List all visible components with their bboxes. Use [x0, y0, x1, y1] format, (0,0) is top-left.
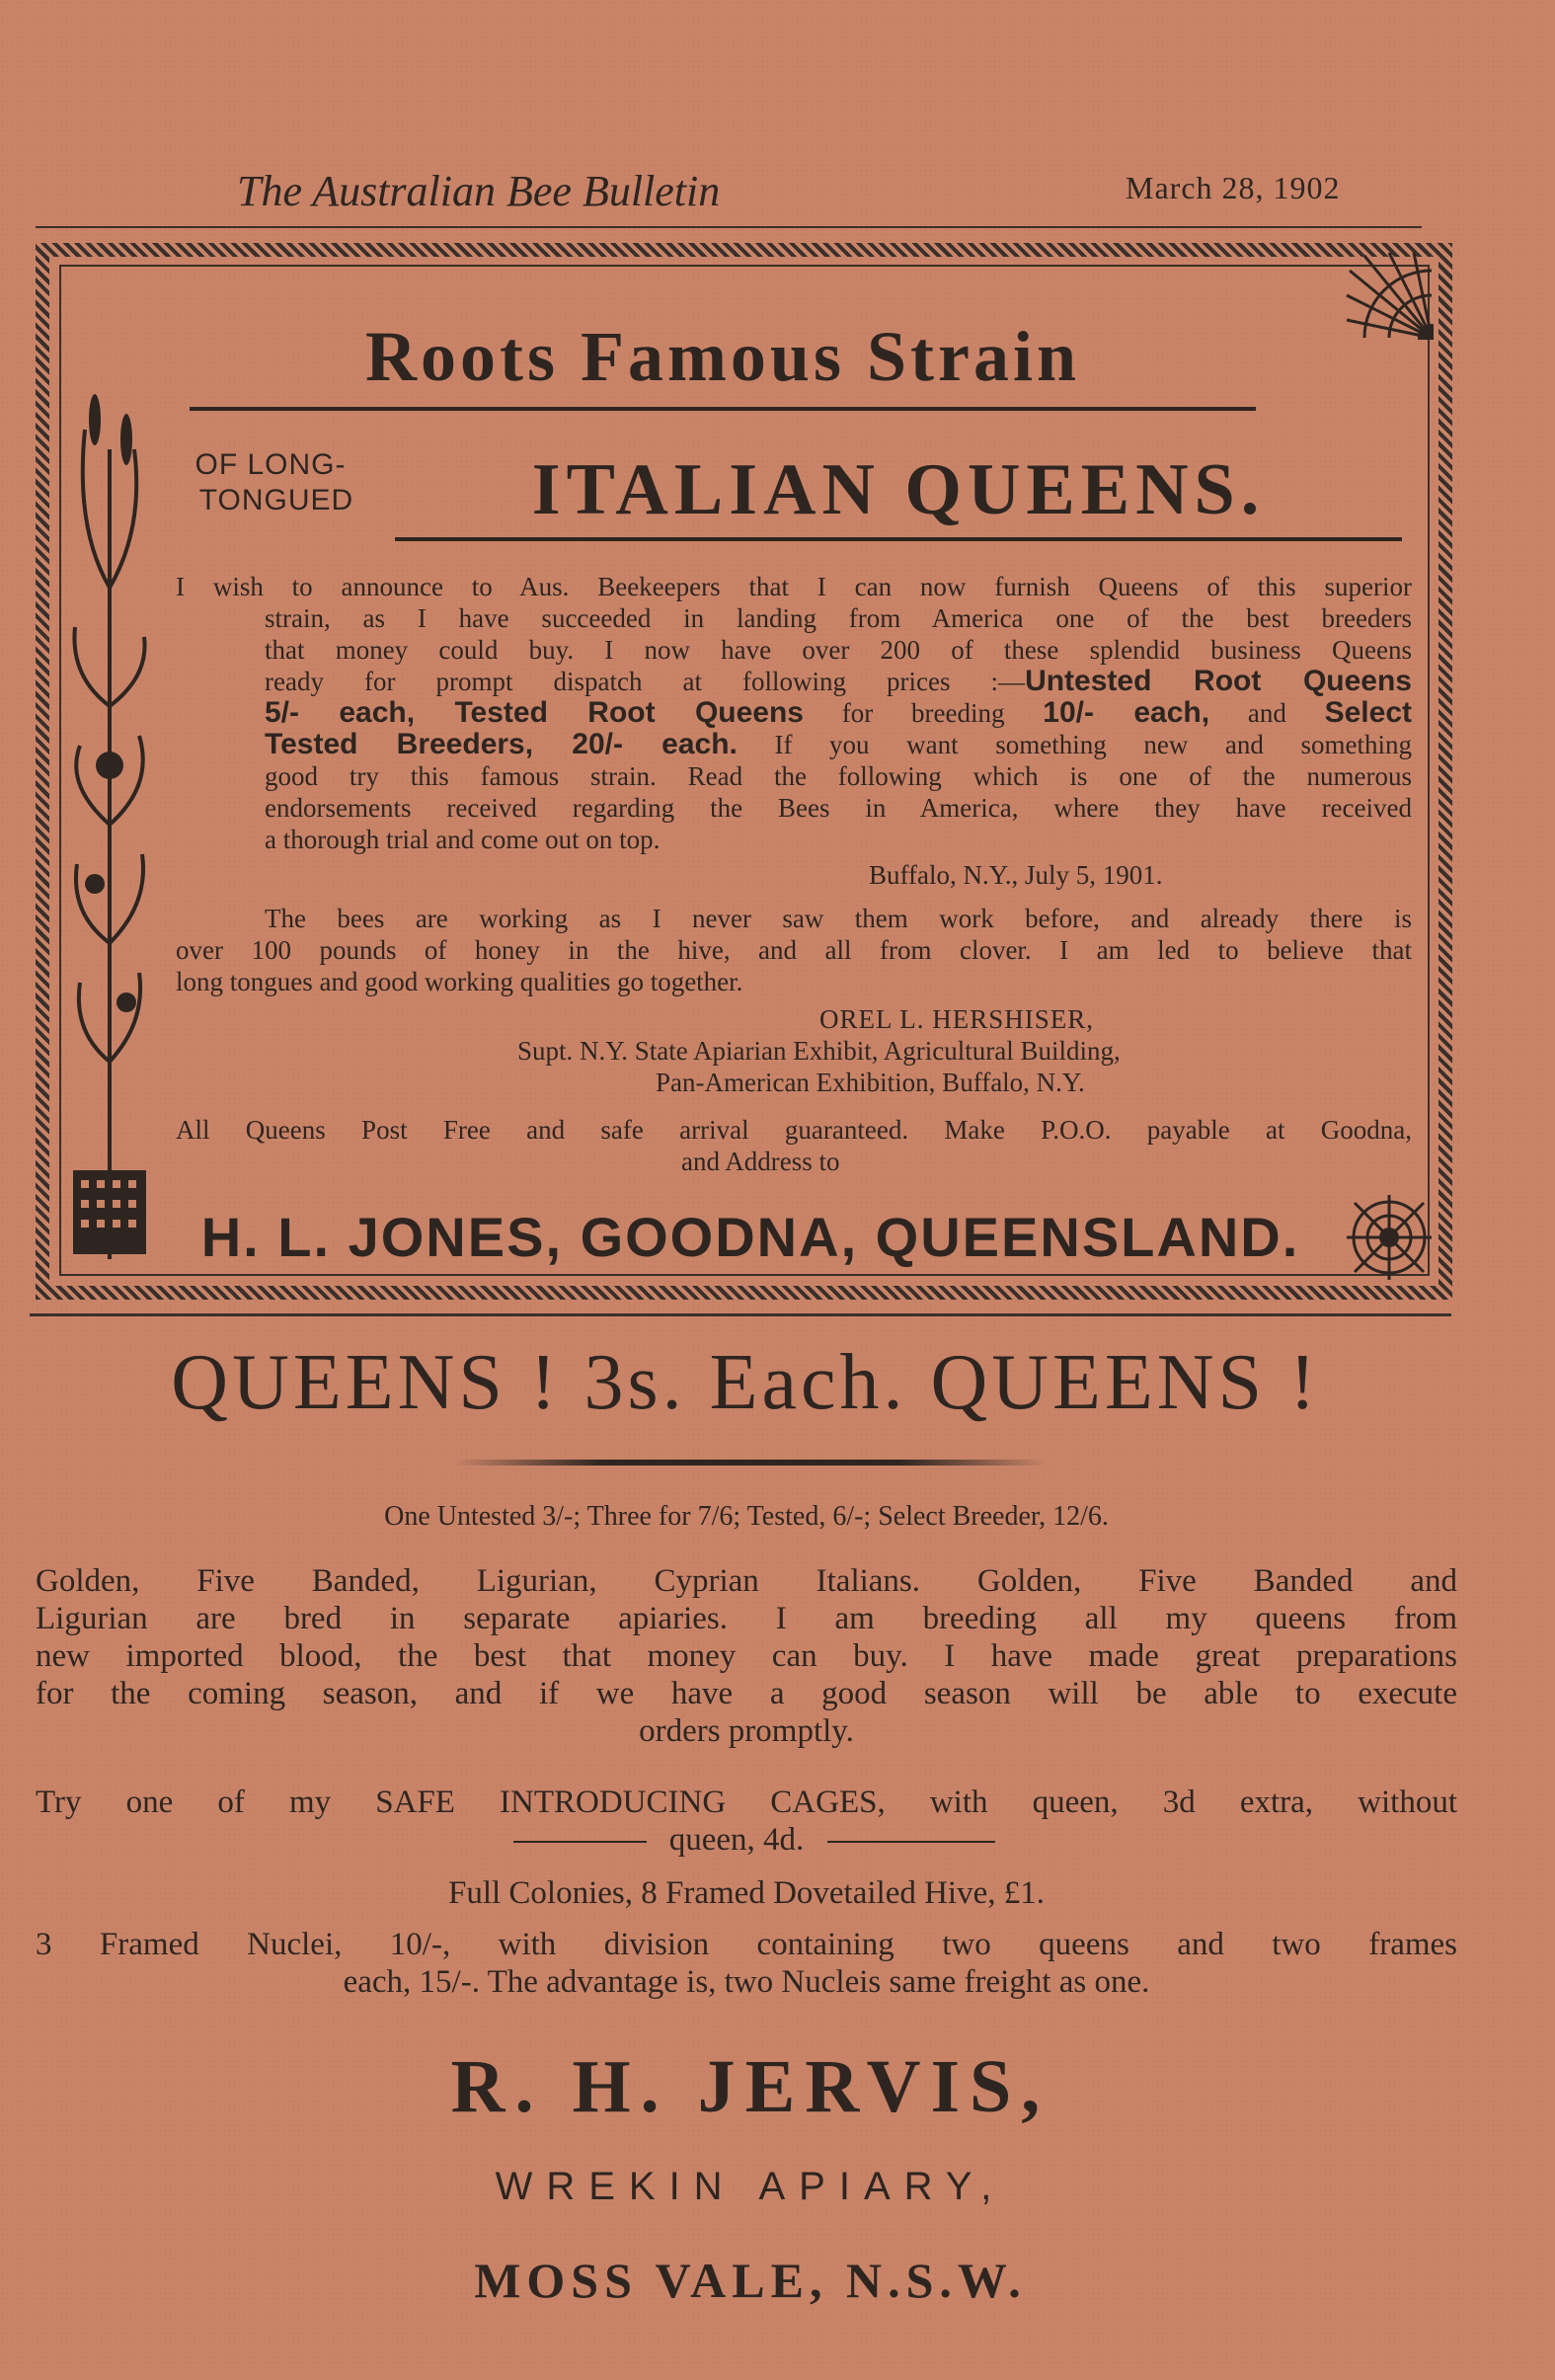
ad-body-line [265, 729, 1412, 760]
price-bold-text: 5/- each, Tested Root Queens [265, 696, 804, 729]
price-list: One Untested 3/-; Three for 7/6; Tested, 6/-; Select Breeder, 12/6. [384, 1501, 1109, 1532]
advertiser-location: MOSS VALE, N.S.W. [474, 2253, 1027, 2308]
body-text: for breeding [804, 698, 1044, 728]
ad-body-line: for the coming season, and if we have a good season will be able to execute [36, 1676, 1457, 1711]
cages-right-rule [827, 1841, 995, 1843]
signature-title: Supt. N.Y. State Apiarian Exhibit, Agricultural Building, [517, 1036, 1121, 1066]
ad-headline: Roots Famous Strain [364, 317, 1081, 396]
subhead-small-line-1: OF LONG- [194, 448, 347, 481]
ad-subheadline: ITALIAN QUEENS. [531, 449, 1266, 530]
advertiser-contact: H. L. JONES, GOODNA, QUEENSLAND. [200, 1206, 1300, 1268]
colonies-offer: Full Colonies, 8 Framed Dovetailed Hive, £1. [447, 1875, 1045, 1911]
signature-name: OREL L. HERSHISER, [819, 1004, 1095, 1034]
price-bold-text: Untested Root Queens [1025, 665, 1412, 697]
ad-terms-line: All Queens Post Free and safe arrival guaranteed. Make P.O.O. payable at Goodna, [176, 1115, 1412, 1145]
price-bold-text: Tested Breeders, 20/- each. [265, 728, 738, 760]
nuclei-offer-line: 3 Framed Nuclei, 10/-, with division containing two queens and two frames [36, 1927, 1457, 1962]
apiary-name: WREKIN APIARY, [495, 2165, 1006, 2208]
testimonial-line: over 100 pounds of honey in the hive, and all from clover. I am led to believe that [176, 935, 1412, 965]
ad-body-line: Ligurian are bred in separate apiaries. I am breeding all my queens from [36, 1601, 1457, 1636]
ad-body-line: strain, as I have succeeded in landing from America one of the best breeders [265, 603, 1412, 633]
header-rule [36, 226, 1422, 228]
section-divider [30, 1313, 1451, 1316]
ad-body-line [265, 697, 1412, 729]
cages-offer-line: Try one of my SAFE INTRODUCING CAGES, with queen, 3d extra, without [36, 1785, 1457, 1820]
nuclei-offer-line: each, 15/-. The advantage is, two Nucleis same freight as one. [343, 1964, 1150, 2000]
ad-body-line: a thorough trial and come out on top. [265, 825, 661, 854]
ad-headline: QUEENS ! 3s. Each. QUEENS ! [171, 1339, 1320, 1426]
publication-title: The Australian Bee Bulletin [237, 167, 721, 215]
testimonial-line: long tongues and good working qualities go together. [176, 967, 743, 996]
advertiser-name: R. H. JERVIS, [450, 2045, 1050, 2128]
ad-terms-line: and Address to [681, 1147, 840, 1176]
headline-rule [190, 407, 1256, 411]
ad-body-line: new imported blood, the best that money can buy. I have made great preparations [36, 1638, 1457, 1674]
botanical-column-ornament-icon [65, 390, 154, 1259]
issue-date: March 28, 1902 [1126, 170, 1341, 205]
body-text: ready for prompt dispatch at following prices :— [265, 667, 1026, 696]
price-bold-text: 10/- each, [1043, 696, 1210, 729]
ad-body-line: orders promptly. [639, 1713, 854, 1749]
ad-body-line: endorsements received regarding the Bees in America, where they have received [265, 793, 1412, 823]
corner-fan-ornament-icon [1345, 251, 1434, 340]
headline-swell-rule [454, 1460, 1047, 1466]
subhead-small-line-2: TONGUED [198, 484, 354, 516]
ad-body-line: good try this famous strain. Read the following which is one of the numerous [265, 761, 1412, 791]
signature-title: Pan-American Exhibition, Buffalo, N.Y. [656, 1068, 1085, 1097]
testimonial-line: The bees are working as I never saw them work before, and already there is [265, 904, 1412, 933]
cages-offer-line: queen, 4d. [668, 1822, 805, 1858]
corner-fan-ornament-icon [1345, 1193, 1434, 1282]
price-bold-text: Select [1324, 696, 1412, 729]
subheadline-rule [395, 537, 1402, 541]
body-text: If you want something new and something [737, 730, 1412, 759]
testimonial-dateline: Buffalo, N.Y., July 5, 1901. [869, 860, 1163, 890]
ad-body-line: I wish to announce to Aus. Beekeepers that I can now furnish Queens of this superior [176, 572, 1412, 601]
ad-body-line: Golden, Five Banded, Ligurian, Cyprian Italians. Golden, Five Banded and [36, 1563, 1457, 1599]
body-text: and [1209, 698, 1325, 728]
ad-body-line: that money could buy. I now have over 200 of these splendid business Queens [265, 635, 1412, 665]
ad-body-line [265, 666, 1412, 697]
cages-left-rule [513, 1841, 647, 1843]
